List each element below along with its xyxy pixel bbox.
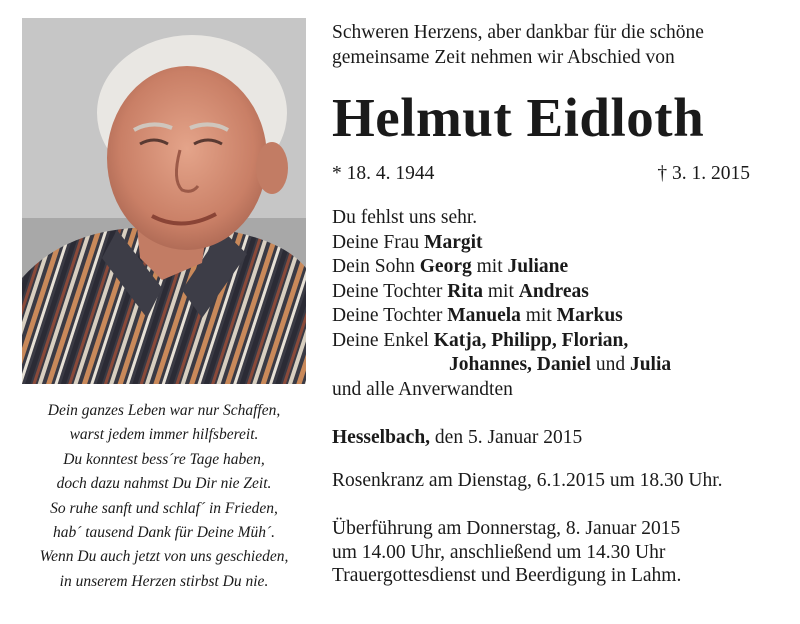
family-relation: Dein Sohn bbox=[332, 256, 420, 277]
announcement-date: den 5. Januar 2015 bbox=[430, 427, 583, 448]
town-name: Hesselbach, bbox=[332, 427, 431, 448]
birth-date: * 18. 4. 1944 bbox=[332, 163, 435, 184]
family-line-daughter bbox=[332, 280, 671, 305]
memorial-poem bbox=[14, 399, 314, 594]
death-date: † 3. 1. 2015 bbox=[657, 163, 750, 184]
family-member-name: Markus bbox=[556, 305, 623, 326]
intro-text bbox=[332, 20, 782, 70]
family-connector: mit bbox=[471, 256, 508, 277]
poem-line: warst jedem immer hilfsbereit. bbox=[69, 426, 259, 444]
family-connector: und bbox=[590, 354, 630, 375]
family-member-name: Juliane bbox=[507, 256, 569, 277]
family-member-name: Katja, Philipp, Florian, bbox=[433, 329, 629, 351]
funeral-line: Trauergottesdienst und Beerdigung in Lahm. bbox=[332, 565, 682, 586]
family-relation: Deine Enkel bbox=[332, 329, 434, 351]
rosary-info: Rosenkranz am Dienstag, 6.1.2015 um 18.30 Uhr. bbox=[332, 470, 723, 491]
family-line-wife bbox=[332, 231, 671, 256]
place-date bbox=[332, 427, 582, 449]
funeral-line: Überführung am Donnerstag, 8. Januar 2015 bbox=[332, 518, 681, 539]
obituary-text bbox=[332, 20, 782, 586]
family-line-daughter bbox=[332, 304, 671, 329]
family-member-name: Georg bbox=[419, 256, 472, 277]
portrait-photo bbox=[22, 18, 306, 384]
family-line-relatives: und alle Anverwandten bbox=[332, 378, 513, 400]
poem-line: in unserem Herzen stirbst Du nie. bbox=[59, 572, 269, 590]
family-connector: mit bbox=[520, 305, 557, 326]
deceased-name: Helmut Eidloth bbox=[332, 87, 705, 148]
poem-line: hab´ tausend Dank für Deine Müh´. bbox=[52, 524, 276, 542]
family-member-name: Margit bbox=[424, 231, 483, 253]
funeral-info bbox=[332, 517, 681, 588]
poem-line: So ruhe sanft und schlaf´ in Frieden, bbox=[50, 499, 278, 517]
poem-line: Dein ganzes Leben war nur Schaffen, bbox=[47, 402, 281, 419]
family-member-name: Johannes, Daniel bbox=[449, 354, 591, 375]
funeral-line: um 14.00 Uhr, anschließend um 14.30 Uhr bbox=[332, 541, 666, 563]
poem-line: Du konntest bess´re Tage haben, bbox=[63, 450, 265, 468]
family-relation: Deine Frau bbox=[332, 231, 425, 253]
portrait-illustration bbox=[22, 18, 306, 384]
family-line: Du fehlst uns sehr. bbox=[332, 207, 478, 228]
family-member-name: Andreas bbox=[518, 280, 589, 302]
family-connector: mit bbox=[482, 280, 519, 302]
family-line-grandchildren bbox=[332, 329, 671, 354]
family-member-name: Rita bbox=[447, 280, 483, 302]
intro-line: Schweren Herzens, aber dankbar für die schöne bbox=[332, 22, 704, 43]
family-list bbox=[332, 206, 671, 402]
family-line-grandchildren-cont bbox=[332, 353, 671, 378]
intro-line: gemeinsame Zeit nehmen wir Abschied von bbox=[332, 47, 675, 68]
poem-line: doch dazu nahmst Du Dir nie Zeit. bbox=[56, 475, 272, 493]
family-relation: Deine Tochter bbox=[332, 305, 448, 326]
poem-line: Wenn Du auch jetzt von uns geschieden, bbox=[39, 548, 289, 566]
family-member-name: Manuela bbox=[447, 305, 521, 326]
family-line-son bbox=[332, 255, 671, 280]
family-member-name: Julia bbox=[629, 354, 672, 375]
family-relation: Deine Tochter bbox=[332, 280, 448, 302]
